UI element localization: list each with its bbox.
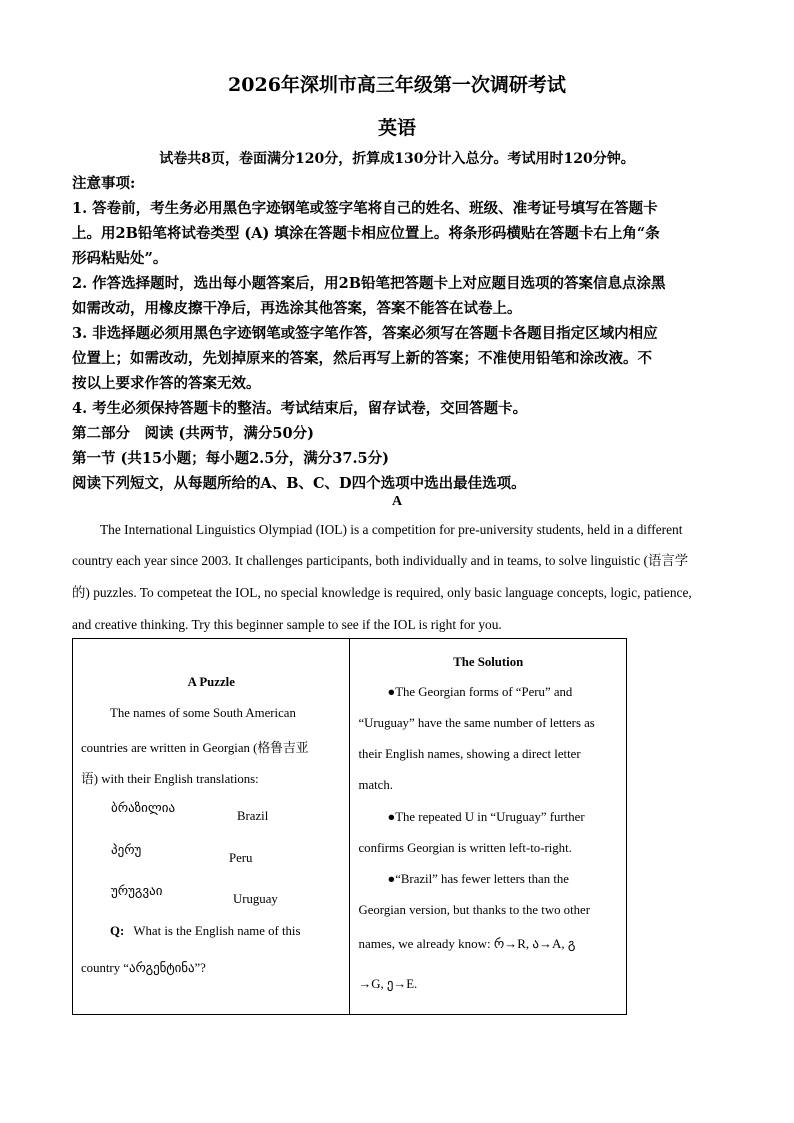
georgian-word: პერუ: [111, 843, 142, 858]
puzzle-heading: A Puzzle: [187, 675, 235, 689]
question-label: Q:: [110, 924, 125, 938]
puzzle-desc-line-3: 语) with their English translations:: [81, 772, 259, 786]
solution-b1-line-3: their English names, showing a direct letter: [358, 747, 581, 761]
note-1-line-2: 上。用2B铅笔将试卷类型 (A) 填涂在答题卡相应位置上。将条形码横贴在答题卡右上角“条: [72, 225, 660, 242]
section-title: 第一节 (共15小题；每小题2.5分，满分37.5分): [72, 450, 389, 467]
solution-b1-line-4: match.: [358, 778, 393, 792]
solution-b1-line-2: “Uruguay” have the same number of letters as: [358, 716, 595, 730]
passage-line-4: and creative thinking. Try this beginner sample to see if the IOL is right for you.: [72, 617, 502, 632]
english-word: Brazil: [237, 809, 269, 823]
note-2-line-1: 2. 作答选择题时，选出每小题答案后，用2B铅笔把答题卡上对应题目选项的答案信息点涂黑: [72, 275, 666, 292]
note-3-line-2: 位置上；如需改动，先划掉原来的答案，然后再写上新的答案；不准使用铅笔和涂改液。不: [72, 350, 652, 367]
passage-line-3: 的) puzzles. To competeat the IOL, no special knowledge is required, only basic language concepts, logic, patience,: [72, 585, 692, 600]
solution-b3-line-1: ●“Brazil” has fewer letters than the: [387, 872, 569, 886]
solution-cell: [350, 639, 627, 1015]
note-1-line-1: 1. 答卷前，考生务必用黑色字迹钢笔或签字笔将自己的姓名、班级、准考证号填写在答题卡: [72, 200, 658, 217]
english-word: Uruguay: [233, 892, 278, 906]
passage-line-2: country each year since 2003. It challenges participants, both individually and in teams, to solve linguistic (语言学: [72, 553, 689, 568]
note-4-line-1: 4. 考生必须保持答题卡的整洁。考试结束后，留存试卷，交回答题卡。: [72, 400, 528, 417]
exam-title: 2026年深圳市高三年级第一次调研考试: [228, 74, 566, 96]
solution-b2-line-1: ●The repeated U in “Uruguay” further: [387, 810, 585, 824]
note-3-line-3: 按以上要求作答的答案无效。: [72, 375, 261, 392]
exam-info: 试卷共8页，卷面满分120分，折算成130分计入总分。考试用时120分钟。: [159, 151, 635, 167]
question-line-2: country “არგენტინა”?: [81, 961, 206, 975]
note-2-line-2: 如需改动，用橡皮擦干净后，再选涂其他答案，答案不能答在试卷上。: [72, 300, 522, 317]
note-1-line-3: 形码粘贴处”。: [72, 250, 168, 267]
reading-instruction: 阅读下列短文，从每题所给的A、B、C、D四个选项中选出最佳选项。: [72, 475, 526, 492]
solution-b3-line-2: Georgian version, but thanks to the two other: [358, 903, 590, 917]
georgian-word: ბრაზილია: [111, 801, 176, 816]
puzzle-desc-line-2: countries are written in Georgian (格鲁吉亚: [81, 741, 309, 755]
passage-line-1: The International Linguistics Olympiad (IOL) is a competition for pre-university students, held in a different: [100, 522, 683, 537]
notes-heading: 注意事项:: [72, 175, 136, 192]
english-word: Peru: [229, 851, 253, 865]
puzzle-desc-line-1: The names of some South American: [110, 706, 296, 720]
puzzle-table: [72, 638, 627, 1015]
part-title: 第二部分 阅读 (共两节，满分50分): [72, 425, 314, 442]
subject-title: 英语: [377, 117, 416, 139]
note-3-line-1: 3. 非选择题必须用黑色字迹钢笔或签字笔作答，答案必须写在答题卡各题目指定区域内相应: [72, 325, 658, 342]
solution-b3-line-3: names, we already know: რ→R, ა→A, გ: [358, 936, 576, 951]
passage-label: A: [391, 494, 403, 509]
puzzle-cell: [73, 639, 350, 1015]
solution-b3-line-4: →G, ე→E.: [358, 977, 418, 991]
solution-b1-line-1: ●The Georgian forms of “Peru” and: [387, 685, 573, 699]
georgian-word: ურუგვაი: [111, 884, 163, 899]
solution-b2-line-2: confirms Georgian is written left-to-right.: [358, 841, 572, 855]
question-text: What is the English name of this: [133, 924, 301, 938]
question-line-1: [110, 924, 300, 939]
solution-heading: The Solution: [453, 655, 524, 669]
